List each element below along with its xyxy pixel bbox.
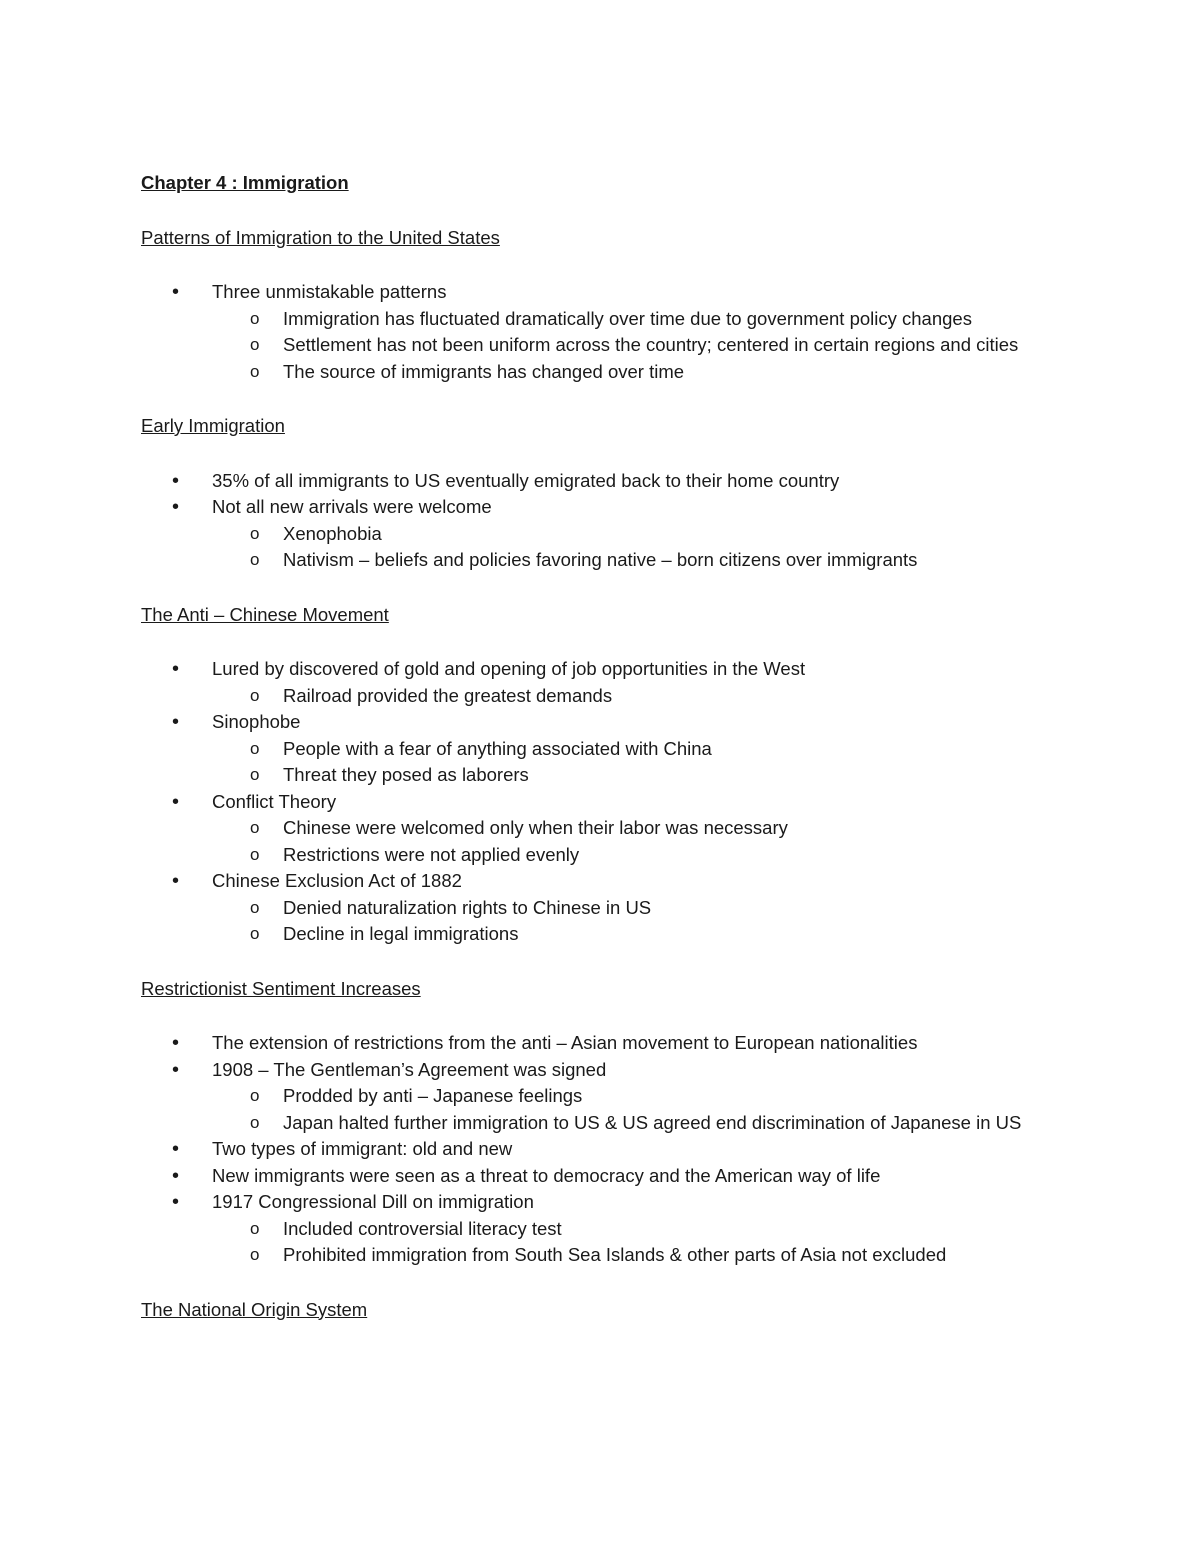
sub-bullet-list bbox=[212, 815, 1041, 868]
sub-bullet-item: o Immigration has fluctuated dramatically over time due to government policy changes bbox=[212, 306, 1041, 333]
sub-bullet-item: o People with a fear of anything associated with China bbox=[212, 736, 1041, 763]
bullet-item bbox=[141, 1189, 1041, 1269]
bullet-item bbox=[141, 789, 1041, 869]
sub-bullet-item: o Chinese were welcomed only when their labor was necessary bbox=[212, 815, 1041, 842]
sub-bullet-list bbox=[212, 736, 1041, 789]
bullet-item bbox=[141, 868, 1041, 948]
bullet-text: Two types of immigrant: old and new bbox=[212, 1138, 513, 1159]
bullet-item bbox=[141, 656, 1041, 709]
bullet-list-restrictionist bbox=[141, 1030, 1041, 1269]
bullet-list-patterns bbox=[141, 279, 1041, 385]
document-content bbox=[141, 170, 1041, 1323]
bullet-text: The extension of restrictions from the anti – Asian movement to European nationalities bbox=[212, 1032, 918, 1053]
bullet-item bbox=[141, 1163, 1041, 1190]
sub-bullet-item: o Decline in legal immigrations bbox=[212, 921, 1041, 948]
bullet-item bbox=[141, 279, 1041, 385]
section-heading-early-immigration: Early Immigration bbox=[141, 415, 285, 436]
sub-bullet-list bbox=[212, 683, 1041, 710]
bullet-text: 35% of all immigrants to US eventually emigrated back to their home country bbox=[212, 469, 840, 491]
bullet-text: Three unmistakable patterns bbox=[212, 281, 447, 302]
sub-bullet-list bbox=[212, 306, 1041, 386]
sub-bullet-list bbox=[212, 521, 1041, 574]
section-heading-patterns: Patterns of Immigration to the United States bbox=[141, 226, 500, 248]
sub-bullet-item: o Included controversial literacy test bbox=[212, 1216, 1041, 1243]
sub-bullet-list bbox=[212, 895, 1041, 948]
section-heading-national-origin: The National Origin System bbox=[141, 1298, 368, 1320]
sub-bullet-item: o Nativism – beliefs and policies favoring native – born citizens over immigrants bbox=[212, 547, 1041, 574]
bullet-item bbox=[141, 1030, 1041, 1057]
section-heading-restrictionist: Restrictionist Sentiment Increases bbox=[141, 977, 421, 999]
bullet-item bbox=[141, 468, 1041, 495]
sub-bullet-item: o Railroad provided the greatest demands bbox=[212, 683, 1041, 710]
sub-bullet-item: o Japan halted further immigration to US & US agreed end discrimination of Japanese in US bbox=[212, 1110, 1041, 1137]
bullet-text: Sinophobe bbox=[212, 711, 301, 732]
bullet-text: New immigrants were seen as a threat to democracy and the American way of life bbox=[212, 1164, 881, 1186]
sub-bullet-item: o Prodded by anti – Japanese feelings bbox=[212, 1083, 1041, 1110]
sub-bullet-list bbox=[212, 1083, 1041, 1136]
bullet-item bbox=[141, 1057, 1041, 1137]
bullet-item bbox=[141, 1136, 1041, 1163]
section-heading-anti-chinese: The Anti – Chinese Movement bbox=[141, 603, 389, 625]
bullet-text: 1917 Congressional Dill on immigration bbox=[212, 1191, 534, 1212]
sub-bullet-item: o Prohibited immigration from South Sea Islands & other parts of Asia not excluded bbox=[212, 1242, 1041, 1269]
sub-bullet-item: o Threat they posed as laborers bbox=[212, 762, 1041, 789]
bullet-text: Not all new arrivals were welcome bbox=[212, 496, 492, 517]
bullet-item bbox=[141, 494, 1041, 574]
sub-bullet-item: o Denied naturalization rights to Chinese in US bbox=[212, 895, 1041, 922]
sub-bullet-list bbox=[212, 1216, 1041, 1269]
bullet-text: Conflict Theory bbox=[212, 790, 337, 812]
bullet-text: 1908 – The Gentleman’s Agreement was signed bbox=[212, 1058, 607, 1080]
sub-bullet-item: o Restrictions were not applied evenly bbox=[212, 842, 1041, 869]
bullet-item bbox=[141, 709, 1041, 789]
bullet-text: Lured by discovered of gold and opening of job opportunities in the West bbox=[212, 658, 806, 679]
bullet-list-early-immigration bbox=[141, 468, 1041, 574]
bullet-text: Chinese Exclusion Act of 1882 bbox=[212, 870, 462, 891]
sub-bullet-item: o Settlement has not been uniform across the country; centered in certain regions and cities bbox=[212, 332, 1041, 359]
bullet-list-anti-chinese bbox=[141, 656, 1041, 948]
sub-bullet-item: o Xenophobia bbox=[212, 521, 1041, 548]
chapter-title: Chapter 4 : Immigration bbox=[141, 172, 349, 193]
sub-bullet-item: o The source of immigrants has changed over time bbox=[212, 359, 1041, 386]
